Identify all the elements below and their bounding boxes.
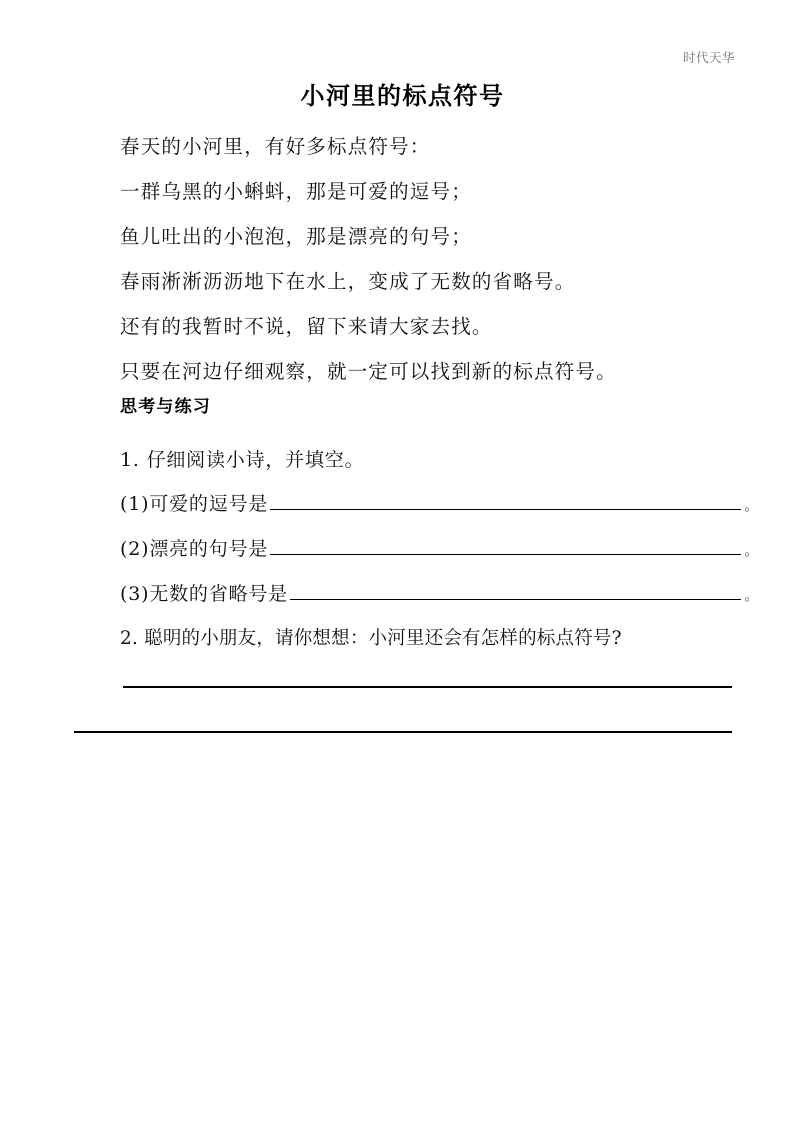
exercise-question-1 bbox=[120, 438, 760, 482]
exercise-question-1-label: 1. 仔细阅读小诗，并填空。 bbox=[120, 449, 365, 471]
fill-blank-item-2 bbox=[120, 527, 760, 572]
exercises-heading: 思考与练习 bbox=[120, 397, 211, 417]
exercises-section bbox=[120, 392, 760, 661]
poem-line: 春天的小河里，有好多标点符号： bbox=[120, 135, 431, 158]
answer-write-line[interactable] bbox=[123, 686, 732, 688]
exercise-question-2-label: 2. 聪明的小朋友，请你想想：小河里还会有怎样的标点符号? bbox=[120, 628, 622, 649]
exercise-question-2 bbox=[120, 617, 760, 661]
poem-line: 只要在河边仔细观察，就一定可以找到新的标点符号。 bbox=[120, 360, 617, 383]
poem-line: 一群乌黑的小蝌蚪，那是可爱的逗号； bbox=[120, 180, 472, 203]
fill-blank-tail-3: 。 bbox=[744, 586, 760, 604]
fill-blank-tail-2: 。 bbox=[744, 541, 760, 559]
poem-body bbox=[120, 124, 760, 394]
fill-blank-input-2[interactable] bbox=[270, 554, 741, 555]
poem-line: 还有的我暂时不说，留下来请大家去找。 bbox=[120, 315, 493, 338]
fill-blank-tail-1: 。 bbox=[744, 496, 760, 514]
fill-blank-input-1[interactable] bbox=[270, 509, 741, 510]
fill-blank-label-3: (3)无数的省略号是 bbox=[120, 583, 288, 605]
fill-blank-input-3[interactable] bbox=[290, 599, 741, 600]
fill-blank-item-1 bbox=[120, 482, 760, 527]
header-watermark: 时代天华 bbox=[682, 50, 735, 65]
fill-blank-label-1: (1)可爱的逗号是 bbox=[120, 493, 269, 515]
footer-divider bbox=[74, 731, 732, 733]
fill-blank-item-3 bbox=[120, 572, 760, 617]
poem-line: 鱼儿吐出的小泡泡，那是漂亮的句号； bbox=[120, 225, 472, 248]
page-title: 小河里的标点符号 bbox=[300, 81, 505, 110]
poem-line: 春雨淅淅沥沥地下在水上，变成了无数的省略号。 bbox=[120, 270, 576, 293]
fill-blank-label-2: (2)漂亮的句号是 bbox=[120, 538, 269, 560]
